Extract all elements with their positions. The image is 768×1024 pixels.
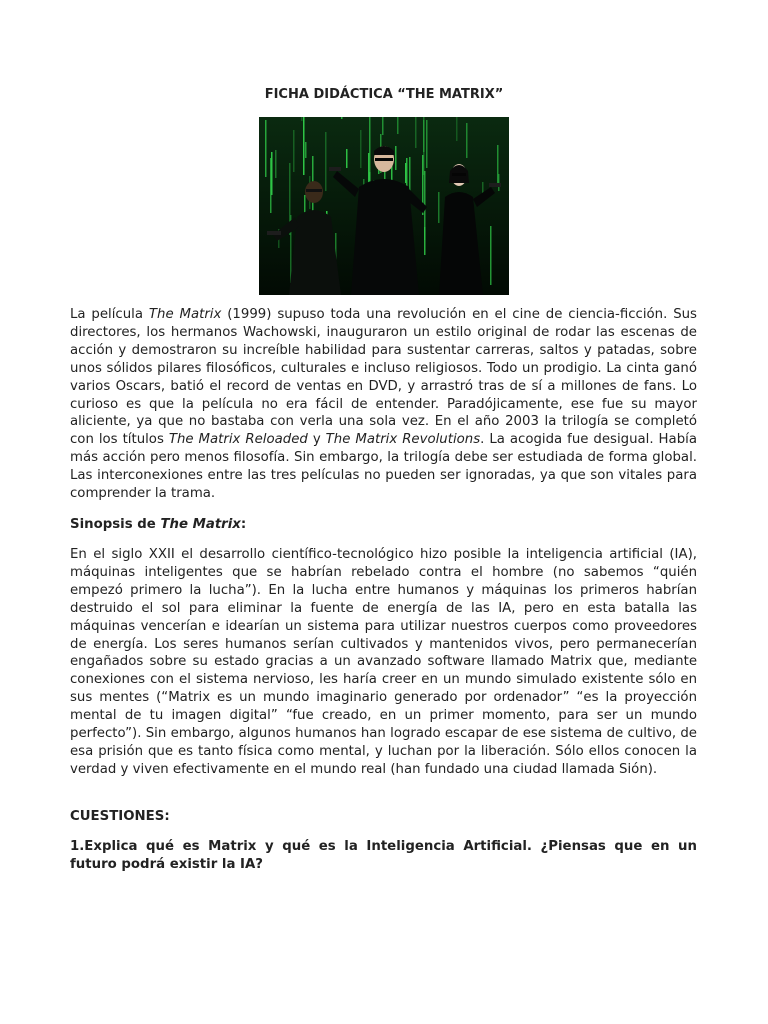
film-title-reloaded: The Matrix Reloaded	[168, 432, 308, 448]
code-rain-streak	[395, 146, 397, 170]
code-rain-streak	[360, 130, 362, 168]
code-rain-streak	[271, 152, 273, 195]
code-rain-streak	[301, 117, 303, 121]
code-rain-streak	[382, 117, 384, 135]
code-rain-streak	[438, 192, 440, 223]
synopsis-heading: Sinopsis de The Matrix:	[70, 517, 247, 532]
code-rain-streak	[303, 117, 305, 175]
film-title-revolutions: The Matrix Revolutions	[325, 432, 481, 448]
code-rain-streak	[423, 120, 425, 175]
code-rain-streak	[466, 123, 468, 158]
code-rain-streak	[275, 150, 277, 178]
question-1: 1.Explica qué es Matrix y qué es la Inteligencia Artificial. ¿Piensas que en un futuro podrá existir la IA?	[70, 839, 697, 872]
synopsis-film-title: The Matrix	[160, 517, 241, 532]
intro-text-2: (1999) supuso toda una revolución en el cine de ciencia-ficción. Sus directores, los hermanos Wachowski, inauguraron un estilo original de rodar las escenas de acción y demostraron su increíble habilidad para sustentar carreras, saltos y patadas, sobre unos sólidos pilares filosóficos, culturales e incluso religiosos. Todo un prodigio. La cinta ganó varios Oscars, batió el record de ventas en DVD, y arrastró tras de sí a millones de fans. Lo curioso es que la película no era fácil de entender. Paradójicamente, ese fue su mayor aliciente, ya que no bastaba con verla una sola vez. En el año 2003 la trilogía se completó con los títulos	[70, 307, 697, 448]
code-rain-streak	[415, 117, 417, 148]
code-rain-streak	[325, 132, 327, 191]
code-rain-streak	[498, 174, 500, 191]
document-title: FICHA DIDÁCTICA “THE MATRIX”	[264, 87, 504, 102]
code-rain-streak	[456, 117, 458, 141]
intro-text-1: La película	[70, 307, 149, 322]
code-rain-streak	[426, 120, 428, 168]
synopsis-paragraph: En el siglo XXII el desarrollo científico-tecnológico hizo posible la inteligencia artificial (IA), máquinas inteligentes que se habrían rebelado contra el hombre (no sabemos “quién empezó primero la lucha”). En la lucha entre humanos y máquinas los primeros habrían destruido el sol para eliminar la fuente de energía de las IA, pero en esta batalla las máquinas vencerían e idearían un sistema para utilizar nuestros cuerpos como proveedores de energía. Los seres humanos serían cultivados y mantenidos vivos, pero permanecerían engañados sobre su estado gracias a un avanzado software llamado Matrix que, mediante conexiones con el sistema nervioso, les haría creer en un mundo simulado existente sólo en sus mentes (“Matrix es un mundo imaginario generado por ordenador” “es la proyección mental de tu imagen digital” “fue creado, en un primer momento, para ser un mundo perfecto”). Sin embargo, algunos humanos han logrado escapar de ese sistema de cultivo, de esa prisión que es tanto física como mental, y luchan por la liberación. Sólo ellos conocen la verdad y viven efectivamente en el mundo real (han fundado una ciudad llamada Sión).	[70, 547, 697, 777]
matrix-poster-illustration	[259, 117, 509, 295]
questions-heading: CUESTIONES:	[70, 809, 170, 824]
intro-paragraph	[70, 306, 697, 503]
code-rain-streak	[369, 117, 371, 181]
code-rain-streak	[305, 142, 307, 158]
movie-poster-image	[259, 117, 509, 295]
intro-text-3: y	[307, 432, 326, 448]
code-rain-streak	[490, 226, 492, 285]
code-rain-streak	[341, 117, 343, 119]
code-rain-streak	[405, 163, 407, 183]
film-title-matrix: The Matrix	[148, 307, 222, 322]
intro-text-4: . La acogida fue desigual. Había más acción pero menos filosofía. Sin embargo, la trilogía debe ser estudiada de forma global. Las interconexiones entre las tres películas no pueden ser ignoradas, ya que son vitales para comprender la trama.	[70, 432, 697, 502]
code-rain-streak	[397, 117, 399, 134]
code-rain-streak	[265, 120, 267, 177]
code-rain-streak	[346, 149, 348, 168]
code-rain-streak	[293, 130, 295, 172]
